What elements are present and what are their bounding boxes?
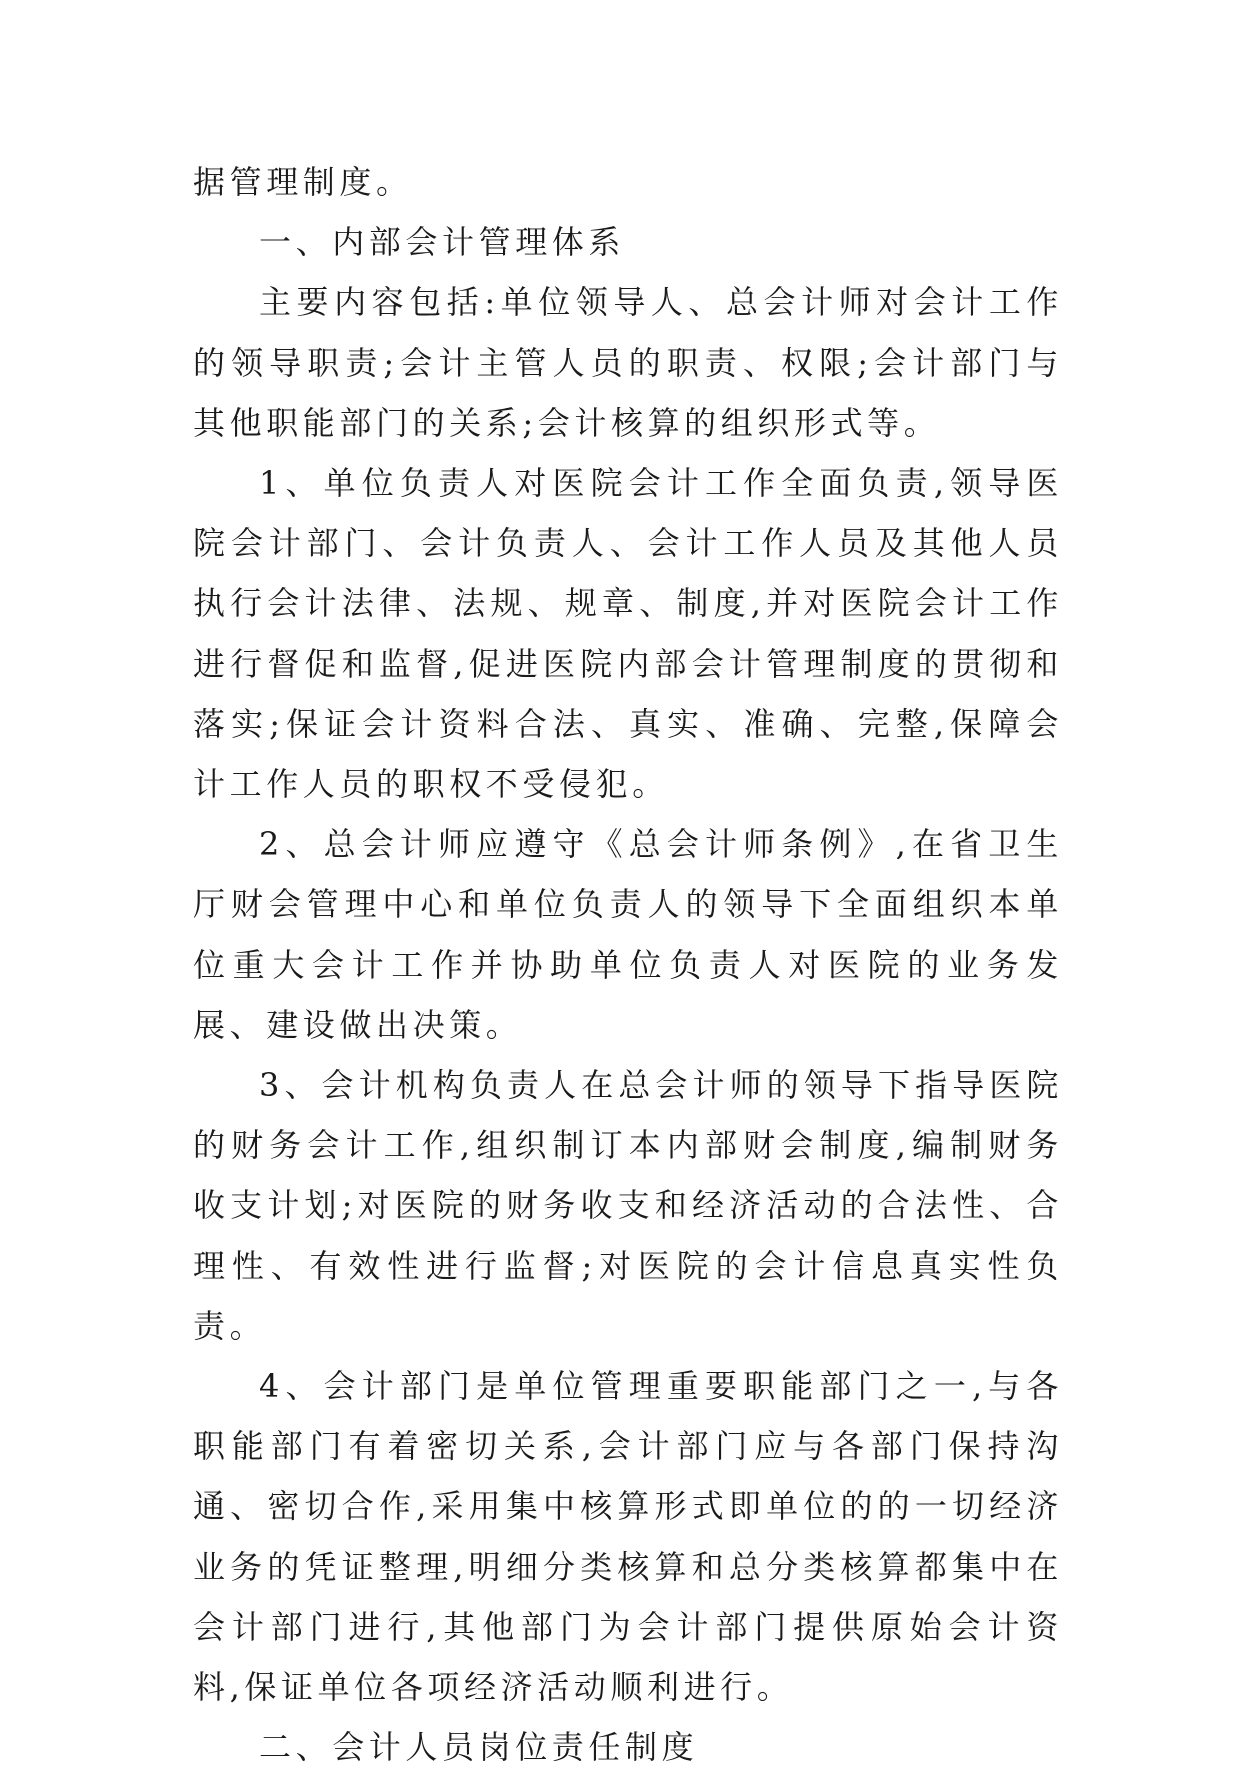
section-heading-internal-accounting-system: 一、内部会计管理体系 bbox=[259, 223, 626, 262]
section-heading-accounting-staff-duties: 二、会计人员岗位责任制度 bbox=[259, 1728, 699, 1767]
document-body bbox=[193, 152, 1063, 1777]
paragraph-continuation: 据管理制度。 bbox=[193, 163, 413, 201]
paragraph-item-4: 4、会计部门是单位管理重要职能部门之一,与各职能部门有着密切关系,会计部门应与各部门保持沟通、密切合作,采用集中核算形式即单位的的一切经济业务的凭证整理,明细分类核算和总分类核算都集中在会计部门进行,其他部门为会计部门提供原始会计资料,保证单位各项经济活动顺利进行。 bbox=[193, 1367, 1063, 1707]
paragraph-item-1: 1、单位负责人对医院会计工作全面负责,领导医院会计部门、会计负责人、会计工作人员及其他人员执行会计法律、法规、规章、制度,并对医院会计工作进行督促和监督,促进医院内部会计管理制度的贯彻和落实;保证会计资料合法、真实、准确、完整,保障会计工作人员的职权不受侵犯。 bbox=[193, 464, 1063, 804]
paragraph-item-3: 3、会计机构负责人在总会计师的领导下指导医院的财务会计工作,组织制订本内部财会制度,编制财务收支计划;对医院的财务收支和经济活动的合法性、合理性、有效性进行监督;对医院的会计信息真实性负责。 bbox=[193, 1066, 1063, 1345]
paragraph-main-content: 主要内容包括:单位领导人、总会计师对会计工作的领导职责;会计主管人员的职责、权限;会计部门与其他职能部门的关系;会计核算的组织形式等。 bbox=[193, 283, 1063, 442]
paragraph-item-2: 2、总会计师应遵守《总会计师条例》,在省卫生厅财会管理中心和单位负责人的领导下全面组织本单位重大会计工作并协助单位负责人对医院的业务发展、建设做出决策。 bbox=[193, 825, 1063, 1044]
